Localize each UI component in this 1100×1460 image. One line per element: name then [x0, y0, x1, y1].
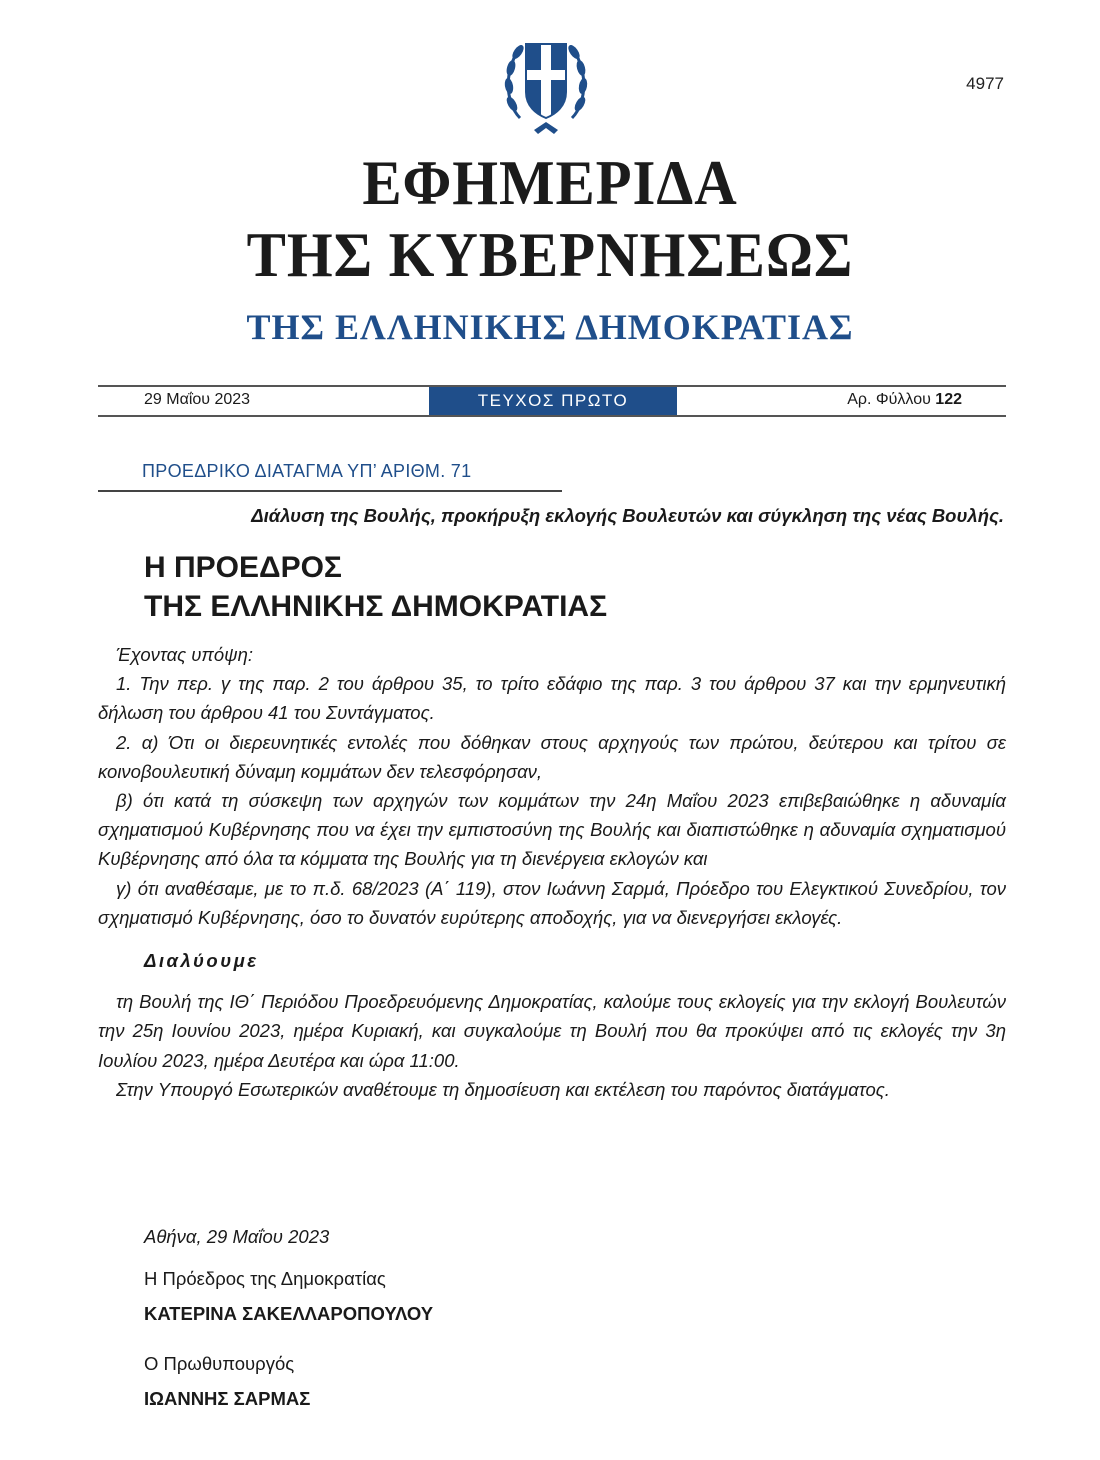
- decree-body: [98, 640, 1006, 1104]
- sheet-number: 122: [935, 391, 962, 408]
- decree-title: ΠΡΟΕΔΡΙΚΟ ΔΙΑΤΑΓΜΑ ΥΠ’ ΑΡΙΘΜ. 71: [98, 461, 562, 492]
- signatory-name-pm: ΙΩΑΝΝΗΣ ΣΑΡΜΑΣ: [144, 1388, 311, 1409]
- president-heading-line1: Η ΠΡΟΕΔΡΟΣ: [144, 551, 342, 584]
- issue-sheet-number: [847, 391, 962, 409]
- issue-date: 29 Μαΐου 2023: [144, 391, 251, 408]
- page-number: 4977: [966, 74, 1004, 93]
- issue-type-badge: ΤΕΥΧΟΣ ΠΡΩΤΟ: [429, 387, 677, 415]
- masthead-title-line1: ΕΦΗΜΕΡΙΔΑ: [362, 147, 738, 218]
- signature-place-date: Αθήνα, 29 Μαΐου 2023: [144, 1226, 330, 1247]
- decree-subject: Διάλυση της Βουλής, προκήρυξη εκλογής Βουλευτών και σύγκληση της νέας Βουλής.: [251, 505, 1004, 526]
- publication-paragraph: Στην Υπουργό Εσωτερικών αναθέτουμε τη δημοσίευση και εκτέλεση του παρόντος διατάγματος.: [116, 1078, 890, 1100]
- considering-intro: Έχοντας υπόψη:: [116, 644, 253, 665]
- signatory-name-president: ΚΑΤΕΡΙΝΑ ΣΑΚΕΛΛΑΡΟΠΟΥΛΟΥ: [144, 1303, 434, 1324]
- clause-1: 1. Την περ. γ της παρ. 2 του άρθρου 35, το τρίτο εδάφιο της παρ. 3 του άρθρου 37 και την ερμηνευτική δήλωση του άρθρου 41 του Συντάγματος.: [98, 673, 1006, 724]
- dissolution-paragraph: τη Βουλή της ΙΘ΄ Περιόδου Προεδρευόμενης Δημοκρατίας, καλούμε τους εκλογείς για την εκλογή Βουλευτών την 25η Ιουνίου 2023, ημέρα Κυριακή, και συγκαλούμε τη Βουλή που θα προκύψει από τις εκλογές την 3η Ιουλίου 2023, ημέρα Δευτέρα και ώρα 11:00.: [98, 991, 1006, 1071]
- signatory-role-pm: Ο Πρωθυπουργός: [144, 1353, 295, 1374]
- masthead-title-line2: ΤΗΣ ΚΥΒΕΡΝΗΣΕΩΣ: [246, 219, 854, 290]
- clause-2a: 2. α) Ότι οι διερευνητικές εντολές που δόθηκαν στους αρχηγούς των πρώτου, δεύτερου και τρίτου σε κοινοβουλευτική δύναμη κομμάτων δεν τελεσφόρησαν,: [98, 731, 1006, 782]
- greek-coat-of-arms-icon: [500, 22, 592, 142]
- clause-2c: γ) ότι αναθέσαμε, με το π.δ. 68/2023 (Α΄ 119), στον Ιωάννη Σαρμά, Πρόεδρο του Ελεγκτικού Συνεδρίου, τον σχηματισμό Κυβέρνησης, όσο το δυνατόν ευρύτερης αποδοχής, για να διενεργήσει εκλογές.: [98, 877, 1006, 928]
- sheet-label: Αρ. Φύλλου: [847, 391, 931, 408]
- operative-verb: Διαλύουμε: [144, 950, 259, 972]
- clause-2b: β) ότι κατά τη σύσκεψη των αρχηγών των κομμάτων την 24η Μαΐου 2023 επιβεβαιώθηκε η αδυναμία σχηματισμού Κυβέρνησης που να έχει την εμπιστοσύνη της Βουλής και διαπιστώθηκε η αδυναμία σχηματισμού Κυβέρνησης από όλα τα κόμματα της Βουλής για τη διενέργεια εκλογών και: [98, 790, 1006, 870]
- masthead-subtitle: ΤΗΣ ΕΛΛΗΝΙΚΗΣ ΔΗΜΟΚΡΑΤΙΑΣ: [246, 307, 854, 347]
- signatory-role-president: Η Πρόεδρος της Δημοκρατίας: [144, 1268, 386, 1289]
- president-heading: [144, 548, 607, 626]
- issue-bar: [98, 385, 1006, 417]
- president-heading-line2: ΤΗΣ ΕΛΛΗΝΙΚΗΣ ΔΗΜΟΚΡΑΤΙΑΣ: [144, 590, 608, 623]
